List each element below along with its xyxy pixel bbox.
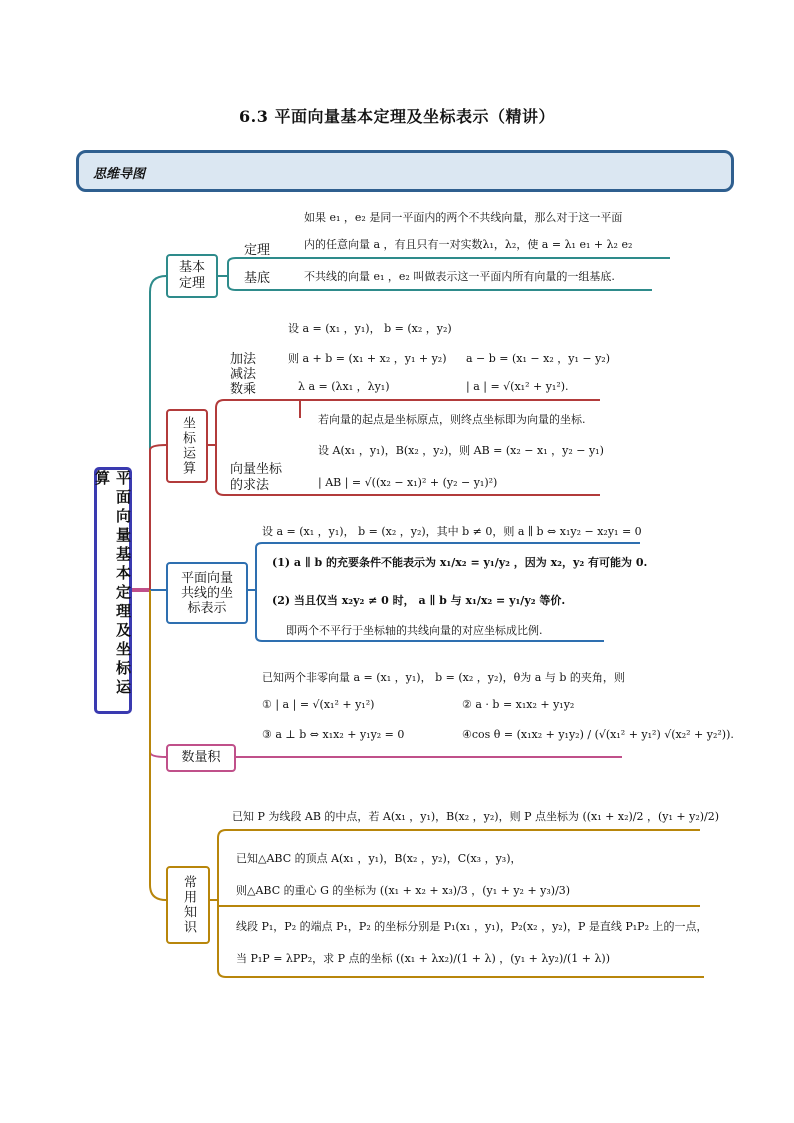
node-basic-theorem-label: 基本定理 [178, 260, 205, 291]
basis-line-1: 不共线的向量 e₁ ，e₂ 叫做表示这一平面内所有向量的一组基底. [304, 270, 615, 283]
coord-line-2: 则 a + b = (x₁ + x₂ ，y₁ + y₂) [288, 352, 447, 365]
sub-vector-coord-label-2: 的求法 [230, 478, 270, 493]
coord-line-5: | a | = √(x₁² + y₁²). [466, 380, 569, 393]
node-collinear-label-2: 共线的坐 [180, 585, 233, 601]
node-collinear-label-3: 标表示 [187, 600, 227, 616]
dot-line-5: ④cos θ = (x₁x₂ + y₁y₂) / (√(x₁² + y₁²) √(x₂² + y₂²)). [462, 728, 734, 741]
sub-theorem-label: 定理 [244, 243, 271, 258]
dot-line-3: ② a · b = x₁x₂ + y₁y₂ [462, 698, 575, 711]
common-line-1: 已知 P 为线段 AB 的中点，若 A(x₁ ，y₁)，B(x₂ ，y₂)，则 P 点坐标为 ((x₁ + x₂)/2 ，(y₁ + y₂)/2) [232, 810, 720, 823]
node-common-knowledge-label: 常用知识 [181, 875, 196, 935]
node-collinear [166, 562, 248, 624]
common-line-4: 线段 P₁，P₂ 的端点 P₁，P₂ 的坐标分别是 P₁(x₁ ，y₁)，P₂(x₂ ，y₂)，P 是直线 P₁P₂ 上的一点， [236, 920, 708, 933]
coord-line-3: a − b = (x₁ − x₂ ，y₁ − y₂) [466, 352, 610, 365]
sub-add-label-2: 减法 [230, 367, 257, 382]
common-line-5: 当 P₁P = λPP₂，求 P 点的坐标 ((x₁ + λx₂)/(1 + λ) ，(y₁ + λy₂)/(1 + λ)) [236, 952, 611, 965]
theorem-line-2: 内的任意向量 a ，有且只有一对实数λ₁，λ₂，使 a = λ₁ e₁ + λ₂ e₂ [304, 238, 633, 251]
sub-add-label-3: 数乘 [230, 382, 257, 397]
vector-coord-line-2: 设 A(x₁ ，y₁)，B(x₂ ，y₂)，则 AB = (x₂ − x₁ ，y₂ − y₁) [318, 444, 604, 457]
dot-line-1: 已知两个非零向量 a = (x₁ ，y₁)， b = (x₂ ，y₂)，θ为 a 与 b 的夹角，则 [262, 671, 625, 684]
root-label: 平面向量基本定理及坐标运算 [93, 470, 132, 698]
collinear-line-1: 设 a = (x₁ ，y₁)， b = (x₂ ，y₂)，其中 b ≠ 0，则 a ∥ b ⇔ x₁y₂ − x₂y₁ = 0 [262, 525, 642, 538]
node-dot-product [166, 744, 236, 772]
node-coordinate-operations-label: 坐标运算 [180, 416, 195, 476]
collinear-line-4: 即两个不平行于坐标轴的共线向量的对应坐标成比例. [286, 624, 543, 637]
node-basic-theorem [166, 254, 218, 298]
node-common-knowledge [166, 866, 210, 944]
common-line-2: 已知△ABC 的顶点 A(x₁ ，y₁)，B(x₂ ，y₂)，C(x₃ ，y₃)， [236, 852, 522, 865]
page-title: 6.3 平面向量基本定理及坐标表示（精讲） [239, 107, 555, 126]
dot-line-2: ① | a | = √(x₁² + y₁²) [262, 698, 375, 711]
coord-line-4: λ a = (λx₁ ，λy₁) [298, 380, 390, 393]
common-line-3: 则△ABC 的重心 G 的坐标为 ((x₁ + x₂ + x₃)/3 ，(y₁ + y₂ + y₃)/3) [236, 884, 571, 897]
vector-coord-line-3: | AB | = √((x₂ − x₁)² + (y₂ − y₁)²) [318, 476, 498, 489]
banner-label: 思维导图 [93, 167, 146, 182]
theorem-line-1: 如果 e₁ ，e₂ 是同一平面内的两个不共线向量，那么对于这一平面 [304, 211, 623, 224]
node-coordinate-operations [166, 409, 208, 483]
collinear-line-2: (1) a ∥ b 的充要条件不能表示为 x₁/x₂ = y₁/y₂ ，因为 x₂，y₂ 有可能为 0. [272, 556, 648, 569]
sub-add-label-1: 加法 [230, 352, 257, 367]
coord-line-1: 设 a = (x₁ ，y₁)， b = (x₂ ，y₂) [288, 322, 452, 335]
node-collinear-label-1: 平面向量 [180, 570, 233, 586]
dot-line-4: ③ a ⊥ b ⇔ x₁x₂ + y₁y₂ = 0 [262, 728, 405, 741]
sub-basis-label: 基底 [244, 271, 271, 286]
node-dot-product-label: 数量积 [181, 750, 221, 765]
root-node [94, 467, 132, 714]
vector-coord-line-1: 若向量的起点是坐标原点，则终点坐标即为向量的坐标. [318, 413, 586, 426]
collinear-line-3: (2) 当且仅当 x₂y₂ ≠ 0 时， a ∥ b 与 x₁/x₂ = y₁/y₂ 等价. [272, 594, 566, 607]
sub-vector-coord-label-1: 向量坐标 [230, 462, 283, 477]
